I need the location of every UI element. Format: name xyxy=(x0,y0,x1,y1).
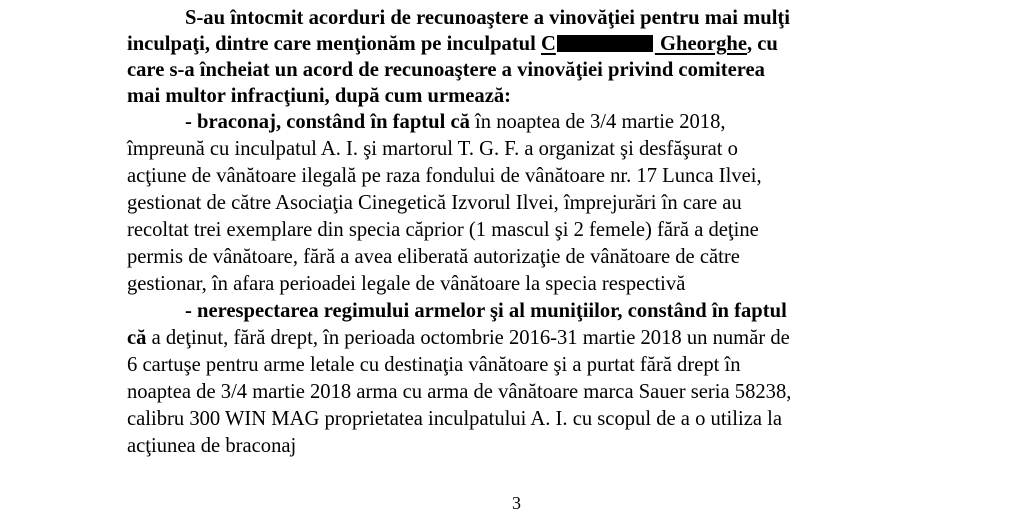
item2-heading: - nerespectarea regimului armelor şi al muniţiilor, constând în faptul xyxy=(185,300,787,322)
item1-line-4: gestionat de către Asociaţia Cinegetică Izvorul Ilvei, împrejurări în care au xyxy=(127,192,742,214)
intro-line-2-end: , cu xyxy=(746,33,778,55)
item2-line-2-bold: că xyxy=(127,327,147,349)
item1-line-2: împreună cu inculpatul A. I. şi martorul T. G. F. a organizat şi desfăşurat o xyxy=(127,138,738,160)
intro-line-4: mai multor infracţiuni, după cum urmează: xyxy=(127,85,512,107)
item1-heading-bold: - braconaj, constând în faptul că xyxy=(185,111,470,133)
item2-line-2-rest: a deţinut, fără drept, în perioada octombrie 2016-31 martie 2018 un număr de xyxy=(146,327,790,349)
item1-line-6: permis de vânătoare, fără a avea eliberată autorizaţie de vânătoare de către xyxy=(127,246,740,268)
item2-line-6: acţiunea de braconaj xyxy=(127,435,297,457)
defendant-initial: C xyxy=(541,33,556,55)
intro-line-1: S-au întocmit acorduri de recunoaştere a vinovăţiei pentru mai mulţi xyxy=(185,7,790,29)
item2-line-5: calibru 300 WIN MAG proprietatea inculpatului A. I. cu scopul de a o utiliza la xyxy=(127,408,782,430)
page-number: 3 xyxy=(512,493,521,513)
item1-line-5: recoltat trei exemplare din specia căprior (1 mascul şi 2 femele) fără a deţine xyxy=(127,219,759,241)
item2-line-2 xyxy=(127,325,790,351)
intro-line-3: care s-a încheiat un acord de recunoaştere a vinovăţiei privind comiterea xyxy=(127,59,765,81)
item1-heading-rest: în noaptea de 3/4 martie 2018, xyxy=(469,111,726,133)
item2-line-3: 6 cartuşe pentru arme letale cu destinaţia vânătoare şi a purtat fără drept în xyxy=(127,354,741,376)
item1-heading xyxy=(185,109,726,135)
intro-line-2-text: inculpaţi, dintre care menţionăm pe inculpatul xyxy=(127,33,541,55)
redaction-block xyxy=(557,35,653,52)
item1-line-7: gestionar, în afara perioadei legale de vânătoare la specia respectivă xyxy=(127,273,686,295)
intro-line-2 xyxy=(127,31,778,57)
defendant-name xyxy=(541,33,747,55)
item2-line-4: noaptea de 3/4 martie 2018 arma cu arma de vânătoare marca Sauer seria 58238, xyxy=(127,381,792,403)
item1-line-3: acţiune de vânătoare ilegală pe raza fondului de vânătoare nr. 17 Lunca Ilvei, xyxy=(127,165,762,187)
defendant-last-name: Gheorghe xyxy=(654,33,747,55)
